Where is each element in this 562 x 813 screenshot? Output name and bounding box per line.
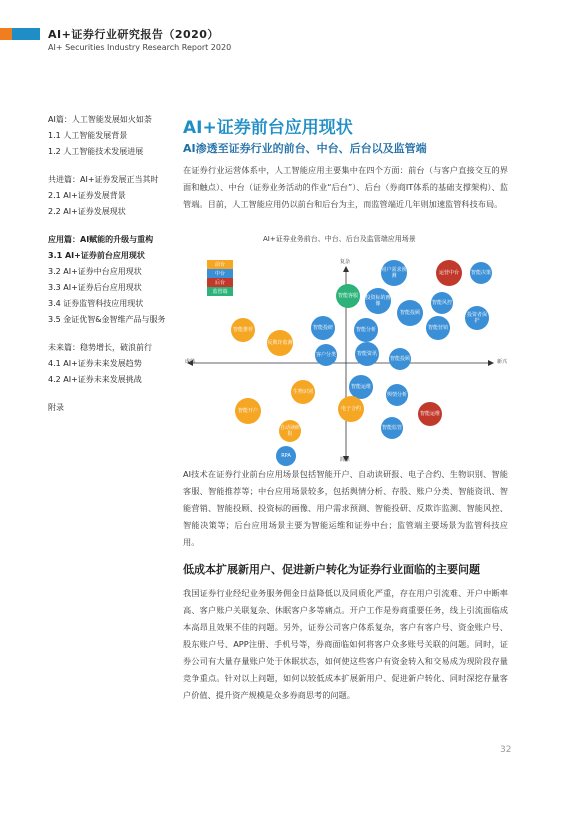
chart-bubble: 自动读研报 [279, 420, 301, 442]
section-title: AI+证券前台应用现状 [183, 118, 353, 138]
toc-item[interactable]: 共进篇：AI+证券发展正当其时 [48, 175, 159, 184]
toc-item[interactable]: 2.1 AI+证券发展背景 [48, 191, 126, 200]
chart-bubble: 客户分类 [315, 344, 337, 366]
chart-bubble: 智能运维 [349, 375, 373, 399]
chart-bubble: 生物识别 [291, 380, 315, 404]
toc-item[interactable]: 应用篇：AI赋能的升级与重构 [48, 235, 154, 244]
legend-item: 后台 [207, 278, 233, 287]
chart-bubble: 电子合约 [338, 396, 364, 422]
header-accent-blue [12, 28, 40, 40]
chart-bubble: 智能投研 [311, 316, 335, 340]
chart-bubble: 反欺诈监测 [267, 330, 293, 356]
toc-item[interactable]: 3.4 证券监管科技应用现状 [48, 299, 144, 308]
chart-title: AI+证券业务前台、中台、后台及监管端应用场景 [263, 235, 416, 243]
toc-item[interactable]: 未来篇：稳势增长，破浪前行 [48, 343, 152, 352]
chart-bubble: 智能分析 [354, 318, 378, 342]
chart-bubble: 投资者保护 [465, 306, 489, 330]
chart-bubble: 智能运维 [418, 402, 442, 426]
toc-item[interactable]: 3.2 AI+证券中台应用现状 [48, 267, 142, 276]
report-title: AI+证券行业研究报告（2020） [48, 28, 219, 41]
toc-group [48, 112, 183, 160]
chart-bubble: 智能客服 [336, 284, 360, 308]
toc-item[interactable]: 4.1 AI+证券未来发展趋势 [48, 359, 142, 368]
chart-bubble: 智能风控 [431, 292, 453, 314]
x-axis-arrow-right [488, 360, 494, 366]
paragraph-scenarios: AI技术在证券行业前台应用场景包括智能开户、自动读研报、电子合约、生物识别、智能客服、智能推荐等；中台应用场景较多，包括舆情分析、存股、账户分类、智能资讯、智能营销、智能投顾、投资标的画像、用户需求预测、智能投研、反欺诈监测、智能风控、智能决策等；后台应用场景主要为智能运维和证券中台；监管端主要场景为监管科技应用。 [183, 469, 508, 547]
chart-bubble: 智能营销 [426, 316, 450, 340]
section-subtitle: AI渗透至证券行业的前台、中台、后台以及监管端 [183, 142, 427, 155]
toc-group [48, 172, 183, 220]
toc-item[interactable]: 1.1 人工智能发展背景 [48, 131, 128, 140]
paragraph-intro: 在证券行业运营体系中，人工智能应用主要集中在四个方面：前台（与客户直接交互的界面和触点）、中台（证券业务活动的作业“后台”）、后台（券商IT体系的基础支撑架构）、监管端。目前，人工智能应用仍以前台和后台为主，而监管端近几年则加速监管科技布局。 [183, 165, 508, 209]
axis-left-label: 成熟 [185, 359, 196, 365]
paragraph-problems: 我国证券行业经纪业务服务佣金日益降低以及同质化严重，存在用户引流难、开户中断率高、客户账户关联复杂、休眠客户多等痛点。开户工作是券商重要任务，线上引流面临成本高昂且效果不佳的问题。另外，证券公司客户体系复杂，客户有客户号、资金账户号、股东账户号、APP注册、手机号等，券商面临如何将客户众多账号关联的问题。同时，证券公司有大量存量账户处于休眠状态，如何使这些客户有资金转入和交易成为现阶段存量竞争重点。针对以上问题，如何以较低成本扩展新用户、促进新户转化、同时深挖存量客户价值、提升资产规模是众多券商思考的问题。 [183, 588, 508, 700]
toc-item[interactable]: AI篇：人工智能发展如火如荼 [48, 115, 152, 124]
chart-bubble: 智能投顾 [389, 348, 411, 370]
chart-bubble: 投资标的画像 [365, 288, 391, 314]
legend-item: 监管端 [207, 287, 233, 296]
report-subtitle: AI+ Securities Industry Research Report 2020 [48, 43, 232, 52]
chart-bubble: 运营中台 [436, 260, 462, 286]
chart-bubble: 智能监管 [381, 417, 403, 439]
chart-bubble: RPA [276, 446, 296, 466]
toc-group [48, 400, 183, 416]
chart-bubble: 智能决策 [470, 262, 492, 284]
chart-bubble: 智能投顾 [397, 300, 423, 326]
toc-group [48, 340, 183, 388]
page-number: 32 [500, 745, 512, 755]
legend-item: 前台 [207, 260, 233, 269]
axis-top-label: 复杂 [340, 259, 351, 265]
chart-bubble: 智能资讯 [355, 342, 379, 366]
toc-item[interactable]: 2.2 AI+证券发展现状 [48, 207, 126, 216]
y-axis-arrow-top [343, 266, 349, 272]
axis-right-label: 新兴 [497, 359, 508, 365]
toc-item[interactable]: 3.3 AI+证券后台应用现状 [48, 283, 142, 292]
toc-item[interactable]: 3.5 金证优智&金智维产品与服务 [48, 315, 166, 324]
axis-bottom-label: 简单 [340, 457, 351, 463]
toc-group [48, 232, 183, 328]
chart-legend [207, 260, 233, 296]
chart-bubble: 智能开户 [235, 398, 261, 424]
toc-item[interactable]: 4.2 AI+证券未来发展挑战 [48, 375, 142, 384]
application-scenario-chart [183, 234, 508, 464]
toc-item[interactable]: 1.2 人工智能技术发展进展 [48, 147, 144, 156]
chart-bubble: 智能推荐 [231, 318, 255, 342]
legend-item: 中台 [207, 269, 233, 278]
section-subtitle-2: 低成本扩展新用户、促进新户转化为证券行业面临的主要问题 [183, 563, 480, 576]
table-of-contents [48, 112, 183, 428]
chart-bubble: 用户需求预测 [381, 260, 407, 286]
toc-item[interactable]: 3.1 AI+证券前台应用现状 [48, 251, 145, 260]
chart-bubble: 舆情分析 [386, 384, 408, 406]
toc-item[interactable]: 附录 [48, 403, 64, 412]
